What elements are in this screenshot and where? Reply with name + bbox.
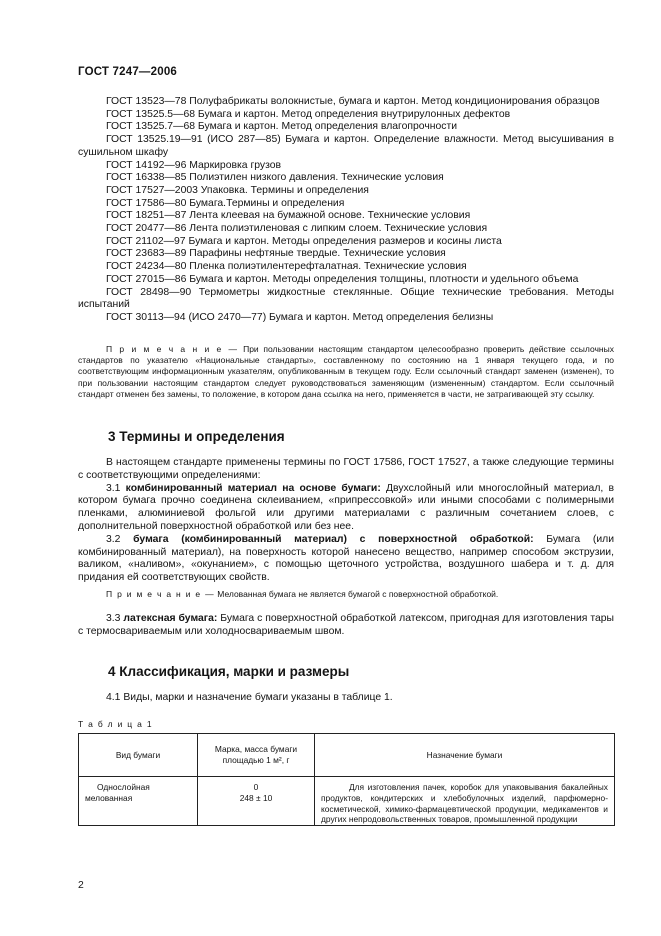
reference-list: [78, 96, 614, 325]
term-3-1-definition: Двухслойный или многослойный материал, в котором бумага прочно соединена склеиванием, «припрессовкой» или иными способами с полимерными пленками, алюминиевой фольгой или другими материалами с различным сочетанием слоев, с дополнительной поверхностной обработкой или без нее.: [78, 482, 614, 532]
table-caption: Т а б л и ц а 1: [78, 719, 153, 729]
cell-grade-mass: [198, 777, 315, 826]
note-label: П р и м е ч а н и е —: [106, 344, 239, 354]
term-note: [78, 589, 614, 600]
term-3-3-name: латексная бумага:: [123, 613, 218, 624]
reference-item: ГОСТ 28498—90 Термометры жидкостные стеклянные. Общие технические требования. Методы испытаний: [78, 286, 614, 311]
term-3-2-name: бумага (комбинированный материал) с поверхностной обработкой:: [133, 533, 534, 545]
term-3-1-name: комбинированный материал на основе бумаги:: [125, 482, 381, 494]
reference-item: ГОСТ 13525.7—68 Бумага и картон. Метод определения влагопрочности: [106, 121, 458, 133]
reference-item: ГОСТ 17527—2003 Упаковка. Термины и определения: [106, 184, 369, 196]
reference-item: ГОСТ 21102—97 Бумага и картон. Методы определения размеров и косины листа: [106, 235, 502, 247]
term-3-1: 3.1 комбинированный материал на основе бумаги: Двухслойный или многослойный материал, в котором бумага прочно соединена склеиванием, «припрессовкой» или иными способами с полимерными пленками, алюминиевой фольгой или другими материалами с различным сочетанием слоев, с дополнительной поверхностной обработкой или без нее.: [78, 482, 614, 532]
reference-item: ГОСТ 27015—86 Бумага и картон. Методы определения толщины, плотности и удельного объема: [106, 273, 579, 285]
column-header-type: Вид бумаги: [79, 734, 198, 777]
note-text: При пользовании настоящим стандартом целесообразно проверить действие ссылочных стандартов по указателю «Национальные стандарты», составленному по состоянию на 1 января текущего года, и по соответствующим информационным указателям, опубликованным в текущем году. Если ссылочный стандарт заменен (изменен), то при пользовании настоящим стандартом следует руководствоваться заменяющим (измененным) стандартом. Если ссылочный стандарт отменен без замены, то положение, в котором дана ссылка на него, применяется в части, не затрагивающей эту ссылку.: [78, 344, 614, 399]
table-row: [79, 777, 615, 826]
table-header-row: [79, 734, 615, 777]
term-3-3: 3.3 латексная бумага: Бумага с поверхностной обработкой латексом, пригодная для изготовления тары с термосвариваемым или холодносвариваемым швом.: [78, 613, 614, 637]
term-3-3-definition: Бумага с поверхностной обработкой латексом, пригодная для изготовления тары с термосвариваемым или холодносвариваемым швом.: [78, 613, 614, 637]
mass-value: 248 ± 10: [239, 792, 273, 803]
section-3-intro: В настоящем стандарте применены термины по ГОСТ 17586, ГОСТ 17527, а также следующие термины с соответствующими определениями:: [78, 457, 614, 481]
paper-types-table: [78, 733, 615, 826]
reference-item: ГОСТ 18251—87 Лента клеевая на бумажной основе. Технические условия: [106, 210, 471, 222]
reference-item: ГОСТ 13525.19—91 (ИСО 287—85) Бумага и картон. Определение влажности. Метод высушивания в сушильном шкафу: [78, 134, 614, 158]
page-number: 2: [78, 880, 84, 891]
reference-item: ГОСТ 17586—80 Бумага.Термины и определения: [106, 197, 345, 209]
cell-purpose: Для изготовления пачек, коробок для упаковывания бакалейных продуктов, кондитерских и хлебобулочных изделий, парфюмерно-косметической, химико-фармацевтической продукции, медикаментов и других непродовольственных товаров, промышленной продукции: [315, 777, 615, 826]
note-label: П р и м е ч а н и е —: [106, 589, 215, 599]
reference-item: ГОСТ 13525.5—68 Бумага и картон. Метод определения внутрирулонных дефектов: [106, 108, 511, 120]
reference-item: ГОСТ 16338—85 Полиэтилен низкого давления. Технические условия: [106, 172, 444, 184]
note-text: Мелованная бумага не является бумагой с поверхностной обработкой.: [217, 589, 499, 599]
reference-item: ГОСТ 23683—89 Парафины нефтяные твердые. Технические условия: [106, 248, 446, 260]
references-note: [78, 344, 614, 400]
reference-item: ГОСТ 24234—80 Пленка полиэтилентерефталатная. Технические условия: [106, 261, 467, 273]
page-header: ГОСТ 7247—2006: [78, 66, 178, 78]
column-header-grade: Марка, масса бумаги площадью 1 м², г: [198, 734, 315, 777]
grade-value: 0: [253, 782, 259, 792]
reference-item: ГОСТ 14192—96 Маркировка грузов: [106, 159, 282, 171]
section-3-heading: 3 Термины и определения: [108, 429, 285, 444]
reference-item: ГОСТ 30113—94 (ИСО 2470—77) Бумага и картон. Метод определения белизны: [106, 311, 494, 323]
cell-paper-type: Однослойная мелованная: [79, 777, 198, 826]
term-3-2-definition: Бумага (или комбинированный материал), на поверхность которой нанесено вещество, например способом экструзии, валиком, «наливом», «окунанием», с помощью щеточного устройства, воздушного шабера и т. д. для придания ей соответствующих свойств.: [78, 533, 615, 584]
section-4-heading: 4 Классификация, марки и размеры: [108, 664, 350, 679]
column-header-purpose: Назначение бумаги: [315, 734, 615, 777]
reference-item: ГОСТ 20477—86 Лента полиэтиленовая с липким слоем. Технические условия: [106, 223, 488, 235]
reference-item: ГОСТ 13523—78 Полуфабрикаты волокнистые, бумага и картон. Метод кондиционирования образцов: [106, 96, 600, 107]
section-3-body: [78, 457, 614, 585]
section-4-body: [78, 692, 614, 705]
paragraph-4-1: 4.1 Виды, марки и назначение бумаги указаны в таблице 1.: [106, 692, 393, 703]
term-3-2: 3.2 бумага (комбинированный материал) с поверхностной обработкой: Бумага (или комбинированный материал), на поверхность которой нанесено вещество, например способом экструзии, валиком, «наливом», «окунанием», с помощью щеточного устройства, воздушного шабера и т. д. для придания ей соответствующих свойств.: [78, 533, 615, 584]
